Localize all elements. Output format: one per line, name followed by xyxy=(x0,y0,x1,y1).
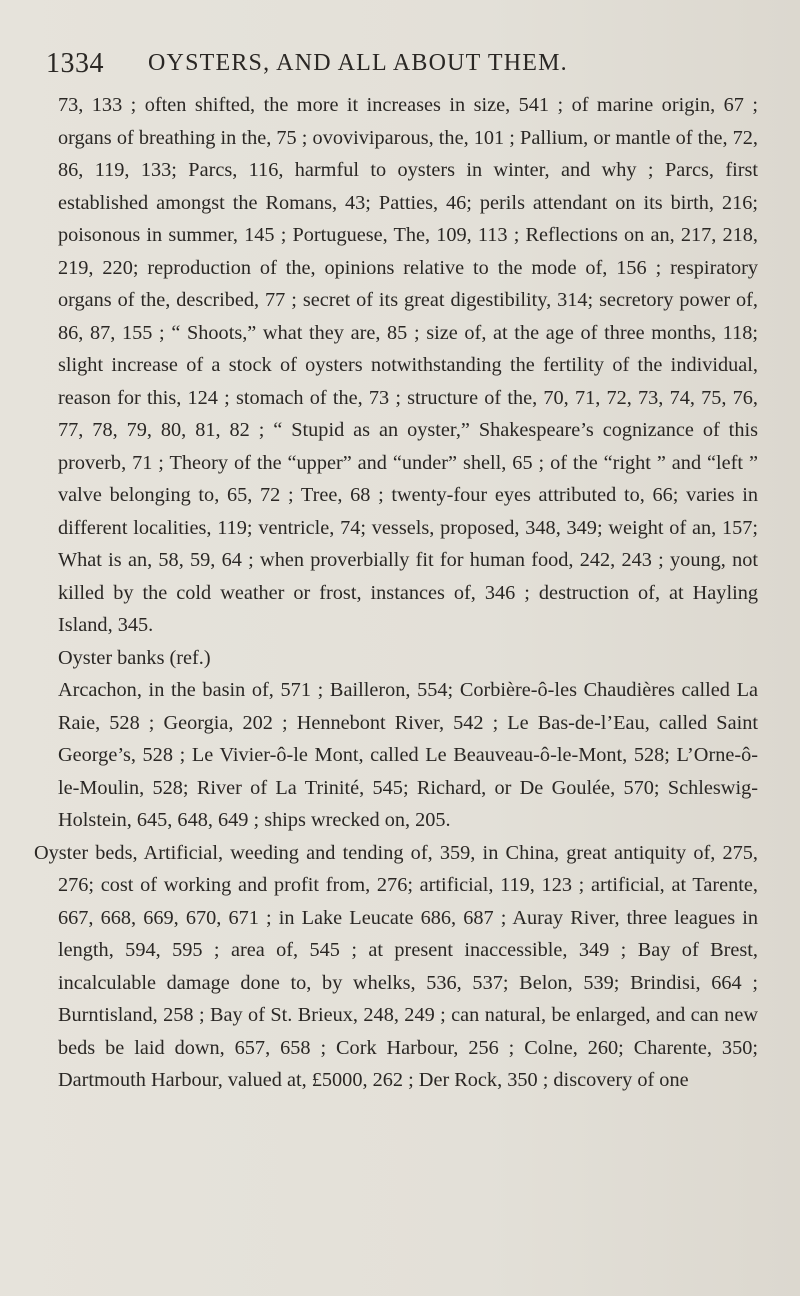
index-paragraph-oyster-banks: Arcachon, in the basin of, 571 ; Bailleron, 554; Corbière-ô-les Chaudières called La Raie, 528 ; Georgia, 202 ; Hennebont River, 542 ; Le Bas-de-l’Eau, called Saint George’s, 528 ; Le Vivier-ô-le Mont, called Le Beauveau-ô-le-Mont, 528; L’Orne-ô-le-Moulin, 528; River of La Trinité, 545; Richard, or De Goulée, 570; Schleswig-Holstein, 645, 648, 649 ; ships wrecked on, 205. xyxy=(58,679,758,831)
index-text xyxy=(34,89,758,1097)
running-title: OYSTERS, AND ALL ABOUT THEM. xyxy=(148,50,568,76)
index-paragraph-oyster-beds: Oyster beds, Artificial, weeding and tending of, 359, in China, great antiquity of, 275, 276; cost of working and profit from, 276; artificial, 119, 123 ; artificial, at Tarente, 667, 668, 669, 670, 671 ; in Lake Leucate 686, 687 ; Auray River, three leagues in length, 594, 595 ; area of, 545 ; at present inaccessible, 349 ; Bay of Brest, incalculable damage done to, by whelks, 536, 537; Belon, 539; Brindisi, 664 ; Burntisland, 258 ; Bay of St. Brieux, 248, 249 ; can natural, be enlarged, and can new beds be laid down, 657, 658 ; Cork Harbour, 256 ; Colne, 260; Charente, 350; Dartmouth Harbour, valued at, £5000, 262 ; Der Rock, 350 ; discovery of one xyxy=(34,841,758,1091)
page-number: 1334 xyxy=(46,48,104,79)
index-heading-oyster-banks: Oyster banks (ref.) xyxy=(58,646,211,669)
page-header xyxy=(46,48,766,88)
index-paragraph-continued: 73, 133 ; often shifted, the more it increases in size, 541 ; of marine origin, 67 ; organs of breathing in the, 75 ; ovoviviparous, the, 101 ; Pallium, or mantle of the, 72, 86, 119, 133; Parcs, 116, harmful to oysters in winter, and why ; Parcs, first established amongst the Romans, 43; Patties, 46; perils attendant on its birth, 216; poisonous in summer, 145 ; Portuguese, The, 109, 113 ; Reflections on an, 217, 218, 219, 220; reproduction of the, opinions relative to the mode of, 156 ; respiratory organs of the, described, 77 ; secret of its great digestibility, 314; secretory power of, 86, 87, 155 ; “ Shoots,” what they are, 85 ; size of, at the age of three months, 118; slight increase of a stock of oysters notwithstanding the fertility of the individual, reason for this, 124 ; stomach of the, 73 ; structure of the, 70, 71, 72, 73, 74, 75, 76, 77, 78, 79, 80, 81, 82 ; “ Stupid as an oyster,” Shakespeare’s cognizance of this proverb, 71 ; Theory of the “upper” and “under” shell, 65 ; of the “right ” and “left ” valve belonging to, 65, 72 ; Tree, 68 ; twenty-four eyes attributed to, 66; varies in different localities, 119; ventricle, 74; vessels, proposed, 348, 349; weight of an, 157; What is an, 58, 59, 64 ; when proverbially fit for human food, 242, 243 ; young, not killed by the cold weather or frost, instances of, 346 ; destruction of, at Hayling Island, 345. xyxy=(58,94,758,636)
